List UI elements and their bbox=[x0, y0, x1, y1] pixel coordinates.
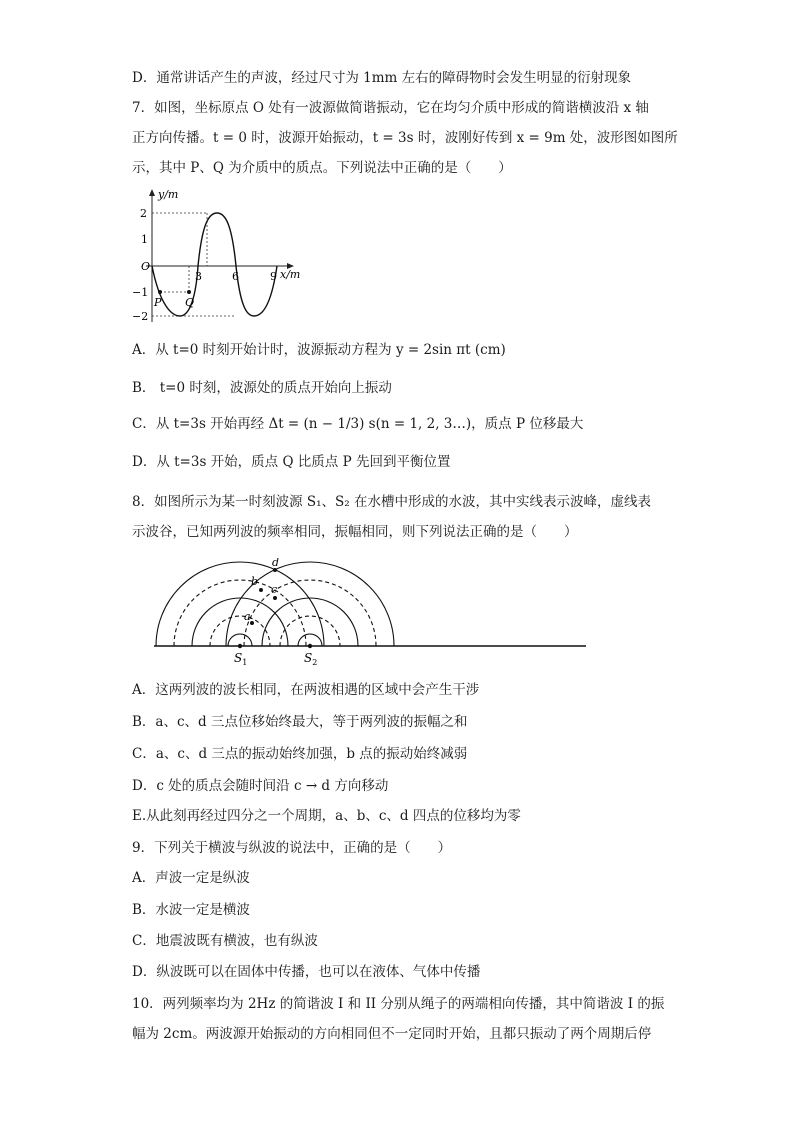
label-c: c bbox=[271, 583, 278, 596]
label-s2: $S_2$ bbox=[304, 651, 318, 667]
q8-option-c: C．a、c、d 三点的振动始终加强，b 点的振动始终减弱 bbox=[132, 746, 468, 762]
q7-option-a: A．从 t=0 时刻开始计时，波源振动方程为 y = 2sin πt (cm) bbox=[132, 342, 506, 358]
q7-option-b: B． t=0 时刻，波源处的质点开始向上振动 bbox=[132, 380, 392, 396]
x-axis-label: x/m bbox=[280, 268, 301, 281]
label-a: a bbox=[244, 610, 251, 623]
y-tick-neg2: −2 bbox=[132, 310, 149, 323]
q9-option-c: C．地震波既有横波，也有纵波 bbox=[132, 933, 318, 949]
label-d: d bbox=[272, 558, 280, 569]
q8-stem-line-2: 示波谷，已知两列波的频率相同，振幅相同，则下列说法正确的是（ ） bbox=[132, 524, 578, 540]
q8-option-e: E.从此刻再经过四分之一个周期，a、b、c、d 四点的位移均为零 bbox=[132, 808, 521, 824]
y-axis-label: y/m bbox=[158, 188, 179, 201]
point-q-label: Q bbox=[185, 296, 195, 309]
q6-option-d: D．通常讲话产生的声波，经过尺寸为 1mm 左右的障碍物时会发生明显的衍射现象 bbox=[132, 70, 632, 86]
point-p-label: P bbox=[154, 296, 162, 309]
q9-option-b: B．水波一定是横波 bbox=[132, 902, 250, 918]
q8-option-a: A．这两列波的波长相同，在两波相遇的区域中会产生干涉 bbox=[132, 682, 480, 698]
q7-option-c: C．从 t=3s 开始再经 Δt = (n − 1/3) s(n = 1, 2, 3…)，质点 P 位移最大 bbox=[132, 416, 584, 432]
q7-stem-line-1: 7．如图，坐标原点 O 处有一波源做简谐振动，它在均匀介质中形成的简谐横波沿 x 轴 bbox=[132, 100, 649, 116]
x-tick-9: 9 bbox=[270, 270, 277, 283]
q7-stem-line-2: 正方向传播。t = 0 时，波源开始振动，t = 3s 时，波刚好传到 x = 9m 处，波形图如图所 bbox=[132, 130, 678, 146]
y-tick-1: 1 bbox=[141, 233, 148, 246]
interference-figure bbox=[150, 558, 590, 670]
q8-option-d: D．c 处的质点会随时间沿 c → d 方向移动 bbox=[132, 778, 389, 794]
y-tick-2: 2 bbox=[140, 207, 147, 220]
q10-stem-line-2: 幅为 2cm。两波源开始振动的方向相同但不一定同时开始，且都只振动了两个周期后停 bbox=[132, 1026, 652, 1042]
q7-stem-line-3: 示，其中 P、Q 为介质中的质点。下列说法中正确的是（ ） bbox=[132, 160, 512, 176]
y-tick-neg1: −1 bbox=[132, 286, 149, 299]
q8-stem-line-1: 8．如图所示为某一时刻波源 S₁、S₂ 在水槽中形成的水波，其中实线表示波峰，虚线表 bbox=[132, 494, 651, 510]
q8-option-b: B．a、c、d 三点位移始终最大，等于两列波的振幅之和 bbox=[132, 714, 468, 730]
q9-stem: 9．下列关于横波与纵波的说法中，正确的是（ ） bbox=[132, 840, 452, 856]
q9-option-d: D．纵波既可以在固体中传播，也可以在液体、气体中传播 bbox=[132, 964, 481, 980]
label-s1: $S_1$ bbox=[234, 651, 248, 667]
x-tick-6: 6 bbox=[232, 270, 239, 283]
x-tick-3: 3 bbox=[195, 270, 202, 283]
q7-option-d: D．从 t=3s 开始，质点 Q 比质点 P 先回到平衡位置 bbox=[132, 454, 451, 470]
origin-label: O bbox=[141, 260, 151, 273]
q10-stem-line-1: 10．两列频率均为 2Hz 的简谐波 I 和 II 分别从绳子的两端相向传播，其中简谐波 I 的振 bbox=[132, 996, 665, 1012]
wave-figure bbox=[132, 186, 312, 326]
q9-option-a: A．声波一定是纵波 bbox=[132, 870, 250, 886]
label-b: b bbox=[251, 575, 259, 588]
